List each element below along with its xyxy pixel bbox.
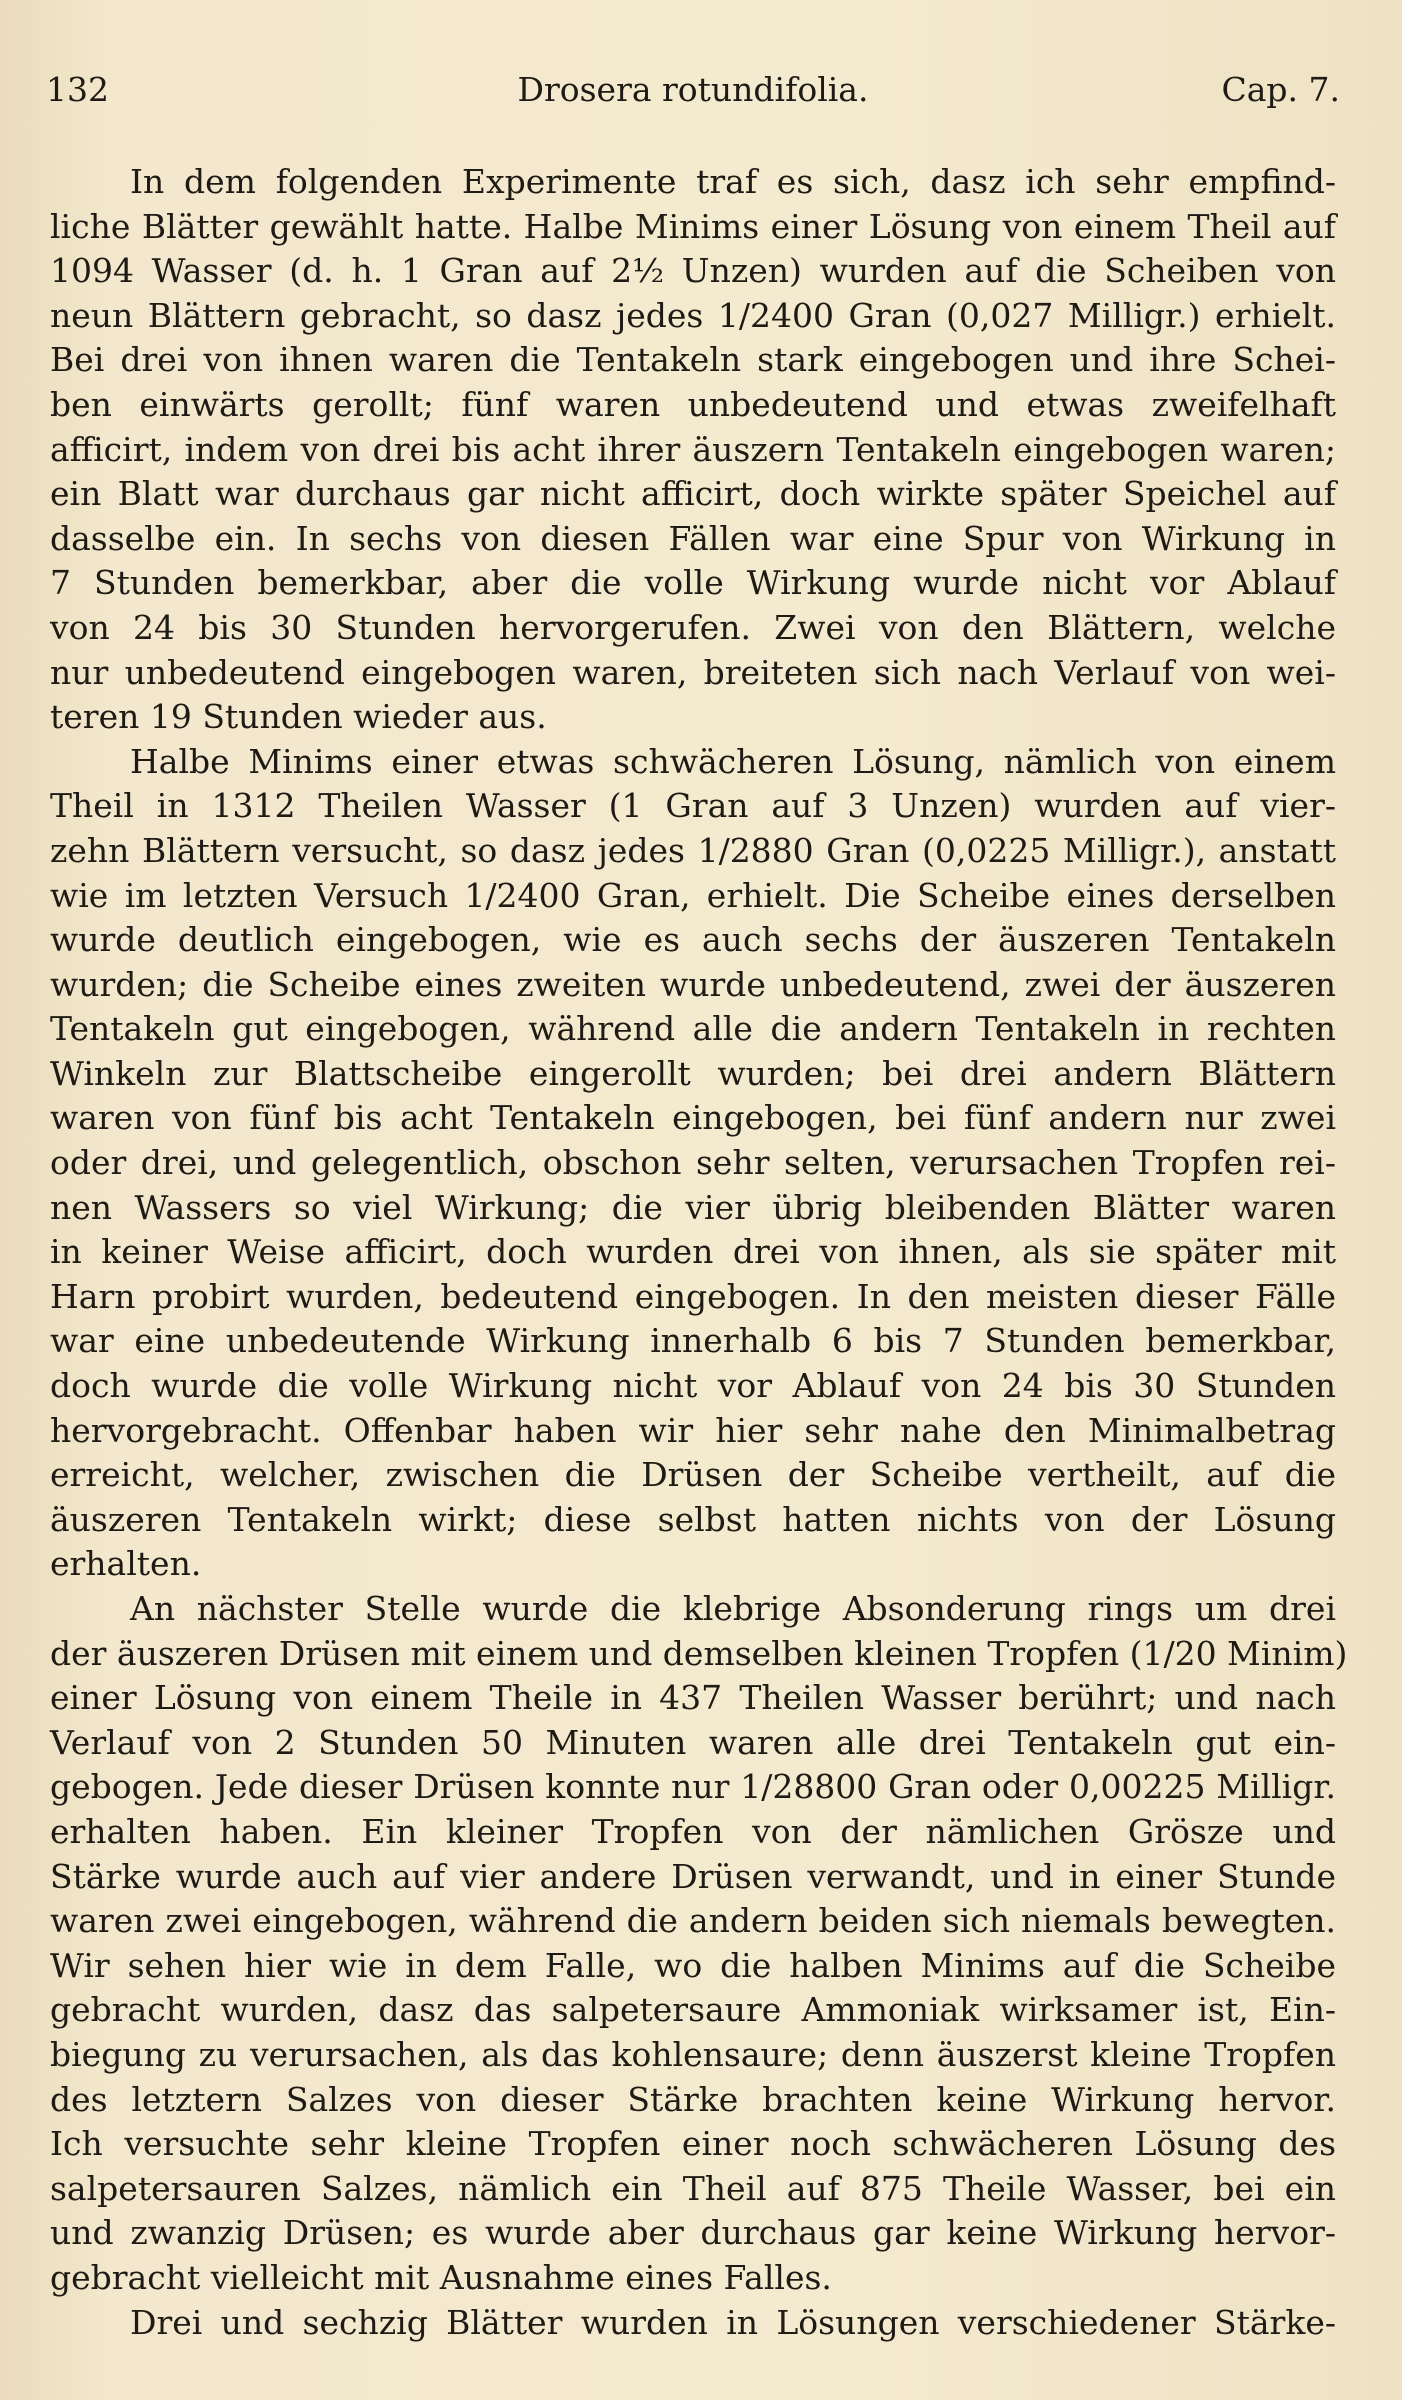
text-line: Stärke wurde auch auf vier andere Drüsen verwandt, und in einer Stunde (50, 1856, 1336, 1896)
text-line: wurden; die Scheibe eines zweiten wurde unbedeutend, zwei der äuszeren (50, 964, 1336, 1004)
text-line: Tentakeln gut eingebogen, während alle die andern Tentakeln in rechten (50, 1009, 1336, 1049)
text-line: hervorgebracht. Offenbar haben wir hier sehr nahe den Minimalbetrag (50, 1410, 1336, 1450)
text-line: gebogen. Jede dieser Drüsen konnte nur 1/28800 Gran oder 0,00225 Milligr. (50, 1767, 1336, 1807)
text-line: in keiner Weise afficirt, doch wurden drei von ihnen, als sie später mit (50, 1232, 1336, 1272)
text-line: 7 Stunden bemerkbar, aber die volle Wirkung wurde nicht vor Ablauf (50, 563, 1336, 603)
text-line: dasselbe ein. In sechs von diesen Fällen war eine Spur von Wirkung in (50, 518, 1336, 558)
text-line: Winkeln zur Blattscheibe eingerollt wurden; bei drei andern Blättern (50, 1053, 1336, 1093)
text-line: erreicht, welcher, zwischen die Drüsen der Scheibe vertheilt, auf die (50, 1455, 1336, 1495)
text-line: des letztern Salzes von dieser Stärke brachten keine Wirkung hervor. (50, 2079, 1336, 2119)
text-line: waren von fünf bis acht Tentakeln eingebogen, bei fünf andern nur zwei (50, 1098, 1336, 1138)
text-line: salpetersauren Salzes, nämlich ein Theil auf 875 Theile Wasser, bei ein (50, 2168, 1336, 2208)
text-line: oder drei, und gelegentlich, obschon sehr selten, verursachen Tropfen rei- (50, 1143, 1336, 1183)
text-line: afficirt, indem von drei bis acht ihrer äuszern Tentakeln eingebogen waren; (50, 429, 1336, 469)
text-line: Bei drei von ihnen waren die Tentakeln stark eingebogen und ihre Schei- (50, 340, 1336, 380)
text-line: gebracht wurden, dasz das salpetersaure Ammoniak wirksamer ist, Ein- (50, 1990, 1336, 2030)
text-line: biegung zu verursachen, als das kohlensaure; denn äuszerst kleine Tropfen (50, 2034, 1336, 2074)
text-line: neun Blättern gebracht, so dasz jedes 1/2400 Gran (0,027 Milligr.) erhielt. (50, 295, 1336, 335)
text-line: und zwanzig Drüsen; es wurde aber durchaus gar keine Wirkung hervor- (50, 2213, 1336, 2253)
text-line: waren zwei eingebogen, während die andern beiden sich niemals bewegten. (50, 1901, 1336, 1941)
text-line: doch wurde die volle Wirkung nicht vor Ablauf von 24 bis 30 Stunden (50, 1366, 1336, 1406)
text-line: war eine unbedeutende Wirkung innerhalb 6 bis 7 Stunden bemerkbar, (50, 1321, 1336, 1361)
text-line: der äuszeren Drüsen mit einem und demselben kleinen Tropfen (1/20 Minim) (50, 1633, 1348, 1673)
text-line: Drei und sechzig Blätter wurden in Lösungen verschiedener Stärke- (130, 2302, 1336, 2342)
paragraph-1 (50, 160, 1336, 740)
running-head (46, 70, 1340, 120)
text-line: erhalten haben. Ein kleiner Tropfen von der nämlichen Grösze und (50, 1811, 1336, 1851)
chapter-label: Cap. 7. (1221, 70, 1340, 109)
text-line: An nächster Stelle wurde die klebrige Absonderung rings um drei (130, 1589, 1336, 1628)
paragraph-4 (50, 2301, 1336, 2346)
running-title: Drosera rotundifolia. (517, 70, 869, 109)
text-line: ben einwärts gerollt; fünf waren unbedeutend und etwas zweifelhaft (50, 384, 1336, 424)
text-line: von 24 bis 30 Stunden hervorgerufen. Zwei von den Blättern, welche (50, 607, 1336, 647)
text-line: liche Blätter gewählt hatte. Halbe Minims einer Lösung von einem Theil auf (50, 206, 1336, 246)
text-line: In dem folgenden Experimente traf es sich, dasz ich sehr empfind- (130, 162, 1336, 201)
text-line: nen Wassers so viel Wirkung; die vier übrig bleibenden Blätter waren (50, 1187, 1336, 1227)
text-line: zehn Blättern versucht, so dasz jedes 1/2880 Gran (0,0225 Milligr.), anstatt (50, 830, 1336, 870)
text-line: wie im letzten Versuch 1/2400 Gran, erhielt. Die Scheibe eines derselben (50, 875, 1336, 915)
text-line: äuszeren Tentakeln wirkt; diese selbst hatten nichts von der Lösung (50, 1499, 1336, 1539)
text-line: Harn probirt wurden, bedeutend eingebogen. In den meisten dieser Fälle (50, 1276, 1336, 1316)
text-line: teren 19 Stunden wieder aus. (50, 697, 547, 737)
paragraph-3 (50, 1587, 1348, 2301)
text-line: Ich versuchte sehr kleine Tropfen einer noch schwächeren Lösung des (50, 2124, 1336, 2164)
text-line: Verlauf von 2 Stunden 50 Minuten waren alle drei Tentakeln gut ein- (50, 1722, 1336, 1762)
text-line: Wir sehen hier wie in dem Falle, wo die halben Minims auf die Scheibe (50, 1945, 1336, 1985)
text-line: gebracht vielleicht mit Ausnahme eines Falles. (50, 2257, 832, 2297)
text-line: ein Blatt war durchaus gar nicht afficirt, doch wirkte später Speichel auf (50, 474, 1336, 514)
paragraph-2 (50, 740, 1336, 1587)
text-line: 1094 Wasser (d. h. 1 Gran auf 2½ Unzen) wurden auf die Scheiben von (50, 251, 1336, 291)
text-line: Theil in 1312 Theilen Wasser (1 Gran auf 3 Unzen) wurden auf vier- (50, 786, 1336, 826)
text-line: erhalten. (50, 1544, 202, 1584)
text-line: einer Lösung von einem Theile in 437 Theilen Wasser berührt; und nach (50, 1678, 1336, 1718)
text-line: nur unbedeutend eingebogen waren, breiteten sich nach Verlauf von wei- (50, 652, 1336, 692)
text-body (50, 160, 1348, 2345)
text-line: Halbe Minims einer etwas schwächeren Lösung, nämlich von einem (130, 741, 1336, 781)
page-number: 132 (46, 70, 109, 109)
text-line: wurde deutlich eingebogen, wie es auch sechs der äuszeren Tentakeln (50, 920, 1336, 960)
